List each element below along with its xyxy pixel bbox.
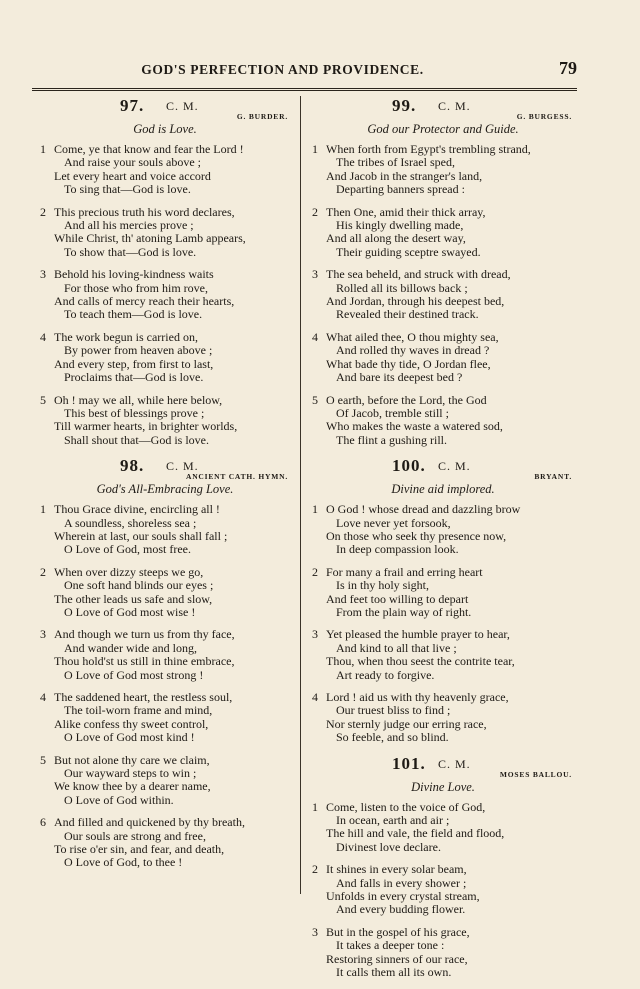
stanza xyxy=(312,628,574,682)
verse-text: And wander wide and long, xyxy=(64,640,197,655)
page-header xyxy=(32,58,577,84)
hymn-title: God is Love. xyxy=(133,122,197,136)
verse-line xyxy=(312,669,574,682)
verse-text: By power from heaven above ; xyxy=(64,343,213,358)
verse-line xyxy=(312,691,574,704)
verse-text: It takes a deeper tone : xyxy=(336,938,445,953)
verse-line xyxy=(40,642,290,655)
verse-text: To show that—God is love. xyxy=(64,244,197,259)
verse-line xyxy=(312,219,574,232)
stanza xyxy=(40,331,290,385)
verse-text: While Christ, th' atoning Lamb appears, xyxy=(54,231,246,246)
verse-line xyxy=(40,606,290,619)
verse-line xyxy=(312,543,574,556)
hymn-heading xyxy=(40,96,290,121)
stanza xyxy=(40,691,290,745)
verse-text: In deep compassion look. xyxy=(336,542,459,557)
verse-line xyxy=(40,704,290,717)
verse-text: O Love of God most strong ! xyxy=(64,667,204,682)
stanza xyxy=(40,143,290,197)
verse-text: The work begun is carried on, xyxy=(54,329,198,344)
verse-line xyxy=(40,543,290,556)
stanza xyxy=(312,206,574,260)
verse-text: And kind to all that live ; xyxy=(336,640,457,655)
verse-text: Our souls are strong and free, xyxy=(64,828,206,843)
verse-line xyxy=(312,246,574,259)
stanza-number: 1 xyxy=(40,502,46,517)
verse-text: For those who from him rove, xyxy=(64,280,208,295)
hymn-heading xyxy=(312,96,574,121)
verse-text: But not alone thy care we claim, xyxy=(54,752,210,767)
hymn-number: 100. xyxy=(392,456,426,476)
verse-line xyxy=(40,246,290,259)
verse-line xyxy=(40,268,290,281)
verse-text: What ailed thee, O thou mighty sea, xyxy=(326,329,499,344)
verse-line xyxy=(40,170,290,183)
verse-text: Love never yet forsook, xyxy=(336,515,451,530)
verse-text: Unfolds in every crystal stream, xyxy=(326,889,480,904)
stanza xyxy=(40,754,290,808)
stanza-number: 3 xyxy=(312,267,318,282)
stanza-number: 4 xyxy=(40,690,46,704)
verse-line xyxy=(312,718,574,731)
verse-line xyxy=(312,407,574,420)
verse-text: Of Jacob, tremble still ; xyxy=(336,405,449,420)
verse-line xyxy=(312,371,574,384)
verse-line xyxy=(40,731,290,744)
verse-text: Till warmer hearts, in brighter worlds, xyxy=(54,419,238,434)
hymn-title: God our Protector and Guide. xyxy=(367,122,519,136)
verse-line xyxy=(312,655,574,668)
verse-line xyxy=(312,814,574,827)
stanza xyxy=(40,394,290,448)
hymn-author: MOSES BALLOU. xyxy=(499,769,572,779)
running-title: GOD'S PERFECTION AND PROVIDENCE. xyxy=(141,62,424,77)
verse-line xyxy=(312,295,574,308)
hymn-meter: C. M. xyxy=(438,756,471,771)
verse-text: O Love of God, most free. xyxy=(64,542,191,557)
stanza-number: 3 xyxy=(40,267,46,282)
verse-line xyxy=(40,206,290,219)
verse-line xyxy=(312,232,574,245)
verse-text: We know thee by a dearer name, xyxy=(54,779,211,794)
stanza-number: 2 xyxy=(40,564,46,579)
hymn-number: 99. xyxy=(392,96,417,115)
stanza-number: 1 xyxy=(312,142,318,156)
verse-line xyxy=(312,827,574,840)
verse-line xyxy=(40,655,290,668)
stanza-number: 5 xyxy=(40,752,46,767)
verse-line xyxy=(40,754,290,767)
verse-line xyxy=(40,143,290,156)
verse-line xyxy=(40,394,290,407)
verse-line xyxy=(312,628,574,641)
verse-text: When over dizzy steeps we go, xyxy=(54,564,204,579)
verse-text: And falls in every shower ; xyxy=(336,875,467,890)
verse-line xyxy=(40,371,290,384)
verse-text: Shall shout that—God is love. xyxy=(64,432,209,447)
verse-text: And every step, from first to last, xyxy=(54,356,214,371)
verse-text: A soundless, shoreless sea ; xyxy=(64,515,197,530)
hymn-title: Divine Love. xyxy=(411,779,475,794)
verse-text: And all his mercies prove ; xyxy=(64,218,194,233)
verse-text: Come, listen to the voice of God, xyxy=(326,799,486,814)
stanza xyxy=(40,268,290,322)
stanza-number: 4 xyxy=(312,329,318,344)
stanza-number: 4 xyxy=(40,329,46,344)
hymn-title: God's All-Embracing Love. xyxy=(96,482,234,497)
verse-line xyxy=(40,628,290,641)
verse-line xyxy=(312,282,574,295)
hymn-meter: C. M. xyxy=(438,99,471,113)
verse-text: On those who seek thy presence now, xyxy=(326,528,507,543)
stanza-number: 1 xyxy=(312,502,318,517)
verse-line xyxy=(40,295,290,308)
verse-line xyxy=(40,517,290,530)
verse-text: O earth, before the Lord, the God xyxy=(326,392,487,407)
stanza-number: 1 xyxy=(312,799,318,814)
verse-line xyxy=(312,268,574,281)
verse-line xyxy=(312,731,574,744)
verse-line xyxy=(40,794,290,807)
hymn xyxy=(40,96,290,447)
verse-text: To teach them—God is love. xyxy=(64,307,203,322)
verse-text: This precious truth his word declares, xyxy=(54,204,235,219)
verse-line xyxy=(312,170,574,183)
verse-text: In ocean, earth and air ; xyxy=(336,813,450,828)
verse-text: And Jacob in the stranger's land, xyxy=(326,168,483,183)
stanza-number: 2 xyxy=(312,204,318,219)
verse-text: But in the gospel of his grace, xyxy=(326,924,470,939)
stanza-number: 2 xyxy=(312,862,318,877)
verse-text: And feet too willing to depart xyxy=(326,591,469,606)
hymn-author: G. BURGESS. xyxy=(516,112,572,121)
hymn xyxy=(312,96,574,447)
stanza-number: 3 xyxy=(312,924,318,939)
verse-line xyxy=(312,206,574,219)
verse-line xyxy=(312,183,574,196)
stanza-number: 2 xyxy=(312,564,318,579)
verse-line xyxy=(40,344,290,357)
stanza xyxy=(40,566,290,620)
verse-text: Our truest bliss to find ; xyxy=(336,703,451,718)
verse-text: Let every heart and voice accord xyxy=(54,168,211,183)
verse-text: Who makes the waste a watered sod, xyxy=(326,419,503,434)
hymn-number: 97. xyxy=(120,96,145,115)
verse-text: O Love of God within. xyxy=(64,792,174,807)
hymn xyxy=(312,456,574,745)
verse-text: The toil-worn frame and mind, xyxy=(64,703,213,718)
verse-text: And though we turn us from thy face, xyxy=(54,627,235,642)
verse-line xyxy=(312,308,574,321)
verse-line xyxy=(40,718,290,731)
verse-text: Revealed their destined track. xyxy=(336,307,479,322)
verse-text: Thou, when thou seest the contrite tear, xyxy=(326,654,515,669)
verse-text: O God ! whose dread and dazzling brow xyxy=(326,502,521,517)
verse-line xyxy=(312,877,574,890)
verse-line xyxy=(40,816,290,829)
stanza xyxy=(312,394,574,448)
verse-line xyxy=(312,953,574,966)
stanza xyxy=(40,628,290,682)
verse-text: And bare its deepest bed ? xyxy=(336,370,463,385)
stanza xyxy=(312,331,574,385)
verse-text: The other leads us safe and slow, xyxy=(54,591,213,606)
verse-line xyxy=(312,579,574,592)
hymn-number: 98. xyxy=(120,456,145,476)
verse-line xyxy=(40,358,290,371)
verse-line xyxy=(40,669,290,682)
header-rule xyxy=(32,88,577,91)
verse-line xyxy=(40,530,290,543)
verse-line xyxy=(312,606,574,619)
verse-text: When forth from Egypt's trembling strand, xyxy=(326,142,531,156)
stanza xyxy=(312,268,574,322)
stanza xyxy=(40,206,290,260)
verse-line xyxy=(312,642,574,655)
right-column xyxy=(312,96,574,989)
verse-line xyxy=(312,863,574,876)
stanza xyxy=(312,863,574,917)
verse-text: The saddened heart, the restless soul, xyxy=(54,690,233,704)
hymn-title: Divine aid implored. xyxy=(391,482,495,497)
verse-text: Wherein at last, our souls shall fall ; xyxy=(54,528,228,543)
verse-line xyxy=(40,843,290,856)
verse-line xyxy=(40,830,290,843)
verse-text: This best of blessings prove ; xyxy=(64,405,205,420)
verse-text: Thou hold'st us still in thine embrace, xyxy=(54,654,235,669)
verse-line xyxy=(312,503,574,516)
verse-text: Art ready to forgive. xyxy=(336,667,435,682)
verse-text: To rise o'er sin, and fear, and death, xyxy=(54,842,225,857)
verse-line xyxy=(312,966,574,979)
verse-text: Departing banners spread : xyxy=(336,182,465,197)
verse-text: One soft hand blinds our eyes ; xyxy=(64,578,214,593)
verse-line xyxy=(312,394,574,407)
hymn-heading xyxy=(312,456,574,482)
verse-line xyxy=(312,939,574,952)
hymn xyxy=(312,754,574,980)
hymn-meter: C. M. xyxy=(166,99,199,113)
verse-line xyxy=(40,566,290,579)
verse-text: For many a frail and erring heart xyxy=(326,564,483,579)
verse-line xyxy=(312,331,574,344)
verse-text: To sing that—God is love. xyxy=(64,182,191,197)
stanza xyxy=(312,503,574,557)
stanza-number: 2 xyxy=(40,204,46,219)
verse-text: And raise your souls above ; xyxy=(64,155,201,170)
verse-text: Then One, amid their thick array, xyxy=(326,204,486,219)
stanza-number: 4 xyxy=(312,690,318,704)
hymn xyxy=(40,456,290,870)
stanza xyxy=(312,143,574,197)
verse-text: Our wayward steps to win ; xyxy=(64,766,197,781)
verse-text: Lord ! aid us with thy heavenly grace, xyxy=(326,690,509,704)
verse-text: So feeble, and so blind. xyxy=(336,730,449,745)
verse-line xyxy=(312,903,574,916)
verse-text: Rolled all its billows back ; xyxy=(336,280,468,295)
verse-text: Their guiding sceptre swayed. xyxy=(336,244,481,259)
verse-line xyxy=(40,308,290,321)
verse-text: Behold his loving-kindness waits xyxy=(54,267,214,282)
verse-line xyxy=(40,219,290,232)
verse-text: And calls of mercy reach their hearts, xyxy=(54,294,235,309)
page-number: 79 xyxy=(559,58,577,78)
hymn-heading xyxy=(312,753,574,779)
verse-line xyxy=(312,358,574,371)
verse-line xyxy=(40,593,290,606)
verse-line xyxy=(312,344,574,357)
stanza-number: 5 xyxy=(312,392,318,407)
stanza-number: 3 xyxy=(312,627,318,642)
verse-text: It shines in every solar beam, xyxy=(326,862,467,877)
verse-line xyxy=(312,530,574,543)
verse-text: O Love of God most kind ! xyxy=(64,730,195,745)
hymn-meter: C. M. xyxy=(166,459,199,474)
stanza xyxy=(312,566,574,620)
verse-line xyxy=(40,183,290,196)
verse-line xyxy=(312,566,574,579)
verse-line xyxy=(312,593,574,606)
verse-text: And filled and quickened by thy breath, xyxy=(54,815,245,830)
verse-line xyxy=(40,407,290,420)
verse-text: It calls them all its own. xyxy=(336,965,452,980)
stanza-number: 3 xyxy=(40,627,46,642)
verse-line xyxy=(312,420,574,433)
stanza xyxy=(312,801,574,855)
verse-text: Proclaims that—God is love. xyxy=(64,370,204,385)
stanza xyxy=(40,503,290,557)
verse-line xyxy=(312,156,574,169)
verse-line xyxy=(312,841,574,854)
verse-text: Come, ye that know and fear the Lord ! xyxy=(54,142,244,156)
verse-line xyxy=(312,434,574,447)
verse-text: What bade thy tide, O Jordan flee, xyxy=(326,356,491,371)
stanza-number: 1 xyxy=(40,142,46,156)
verse-text: Yet pleased the humble prayer to hear, xyxy=(326,627,510,642)
verse-text: Divinest love declare. xyxy=(336,839,441,854)
verse-line xyxy=(312,801,574,814)
verse-text: From the plain way of right. xyxy=(336,604,472,619)
verse-line xyxy=(40,434,290,447)
stanza-number: 5 xyxy=(40,392,46,407)
hymn-author: G. BURDER. xyxy=(236,112,288,121)
verse-text: Thou Grace divine, encircling all ! xyxy=(54,502,220,517)
verse-text: O Love of God most wise ! xyxy=(64,604,196,619)
verse-text: And every budding flower. xyxy=(336,902,466,917)
hymn-meter: C. M. xyxy=(438,459,471,474)
verse-text: Oh ! may we all, while here below, xyxy=(54,392,223,407)
verse-text: And rolled thy waves in dread ? xyxy=(336,343,490,358)
verse-line xyxy=(40,331,290,344)
verse-text: The hill and vale, the field and flood, xyxy=(326,826,505,841)
verse-text: The flint a gushing rill. xyxy=(336,432,447,447)
stanza xyxy=(40,816,290,870)
verse-line xyxy=(40,156,290,169)
verse-line xyxy=(312,926,574,939)
verse-text: Nor sternly judge our erring race, xyxy=(326,716,487,731)
verse-line xyxy=(40,856,290,869)
verse-text: His kingly dwelling made, xyxy=(336,218,464,233)
verse-text: The sea beheld, and struck with dread, xyxy=(326,267,511,282)
verse-line xyxy=(40,780,290,793)
stanza xyxy=(312,691,574,745)
verse-text: And all along the desert way, xyxy=(326,231,466,246)
verse-line xyxy=(40,232,290,245)
verse-text: And Jordan, through his deepest bed, xyxy=(326,294,505,309)
verse-text: The tribes of Israel sped, xyxy=(336,155,455,170)
verse-line xyxy=(40,282,290,295)
hymn-heading xyxy=(40,456,290,482)
left-column xyxy=(40,96,290,879)
verse-line xyxy=(40,767,290,780)
stanza-number: 6 xyxy=(40,815,46,830)
verse-text: Alike confess thy sweet control, xyxy=(54,716,209,731)
verse-line xyxy=(40,503,290,516)
verse-text: Restoring sinners of our race, xyxy=(326,951,468,966)
verse-text: Is in thy holy sight, xyxy=(336,578,430,593)
hymn-author: ANCIENT CATH. HYMN. xyxy=(185,472,288,482)
verse-line xyxy=(312,517,574,530)
hymn-number: 101. xyxy=(392,753,426,773)
verse-line xyxy=(312,143,574,156)
stanza xyxy=(312,926,574,980)
column-divider xyxy=(300,96,301,894)
hymn-author: BRYANT. xyxy=(534,472,572,482)
verse-line xyxy=(40,691,290,704)
verse-line xyxy=(312,704,574,717)
verse-line xyxy=(40,420,290,433)
verse-line xyxy=(40,579,290,592)
verse-text: O Love of God, to thee ! xyxy=(64,855,183,870)
verse-line xyxy=(312,890,574,903)
